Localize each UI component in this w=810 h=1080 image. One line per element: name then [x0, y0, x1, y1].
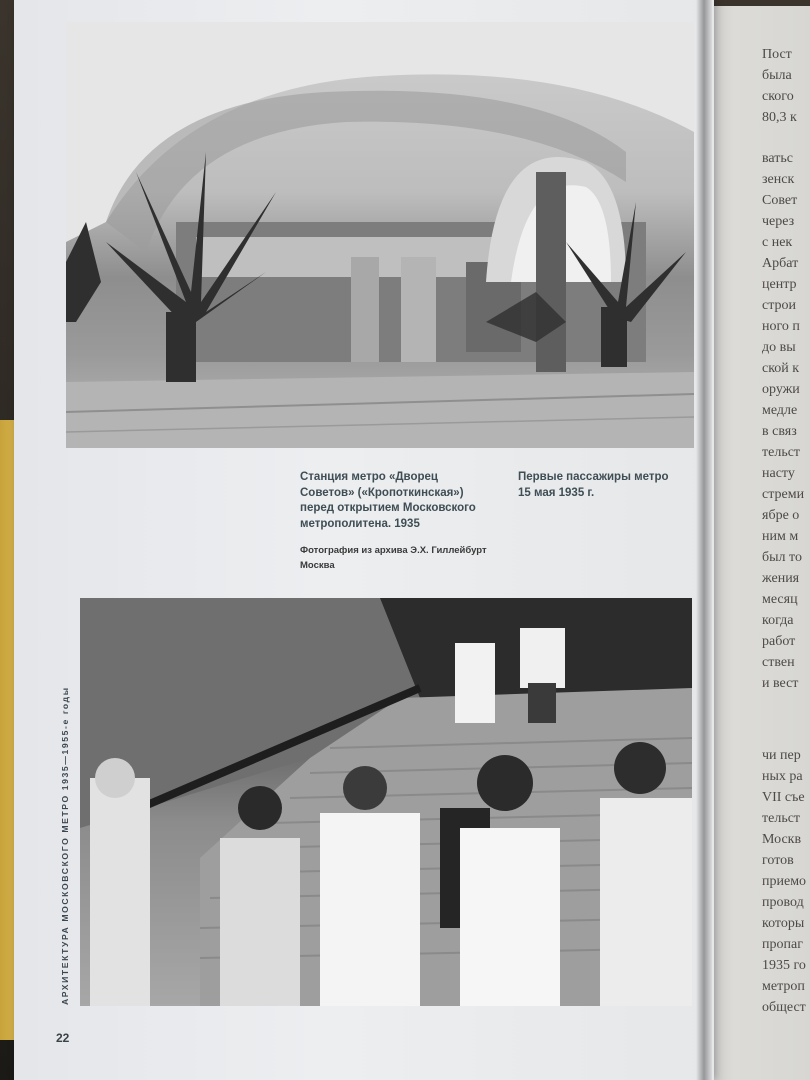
photo-credit: [300, 543, 520, 573]
text-line: пропаг: [762, 937, 803, 952]
text-line: ных ра: [762, 769, 803, 784]
text-line: жения: [762, 571, 800, 586]
text-line: метроп: [762, 979, 805, 994]
text-line: медле: [762, 403, 798, 418]
text-line: через: [762, 214, 795, 229]
caption-line: 15 мая 1935 г.: [518, 486, 595, 499]
text-line: ствен: [762, 655, 795, 670]
text-line: был то: [762, 550, 802, 565]
photo-metro-station-hall: [66, 22, 694, 448]
credit-line: Москва: [300, 560, 335, 571]
right-page-text-middle: [762, 148, 810, 694]
caption-line: Первые пассажиры метро: [518, 471, 669, 483]
page-number: 22: [56, 1031, 70, 1045]
text-line: зенск: [762, 172, 795, 187]
text-line: ватьс: [762, 151, 793, 166]
caption-line: перед открытием Московского: [300, 502, 476, 514]
caption-line: метрополитена. 1935: [300, 517, 420, 530]
text-line: ного п: [762, 319, 800, 334]
right-page-text-bottom: [762, 745, 810, 1018]
text-line: ского: [762, 89, 794, 104]
text-line: центр: [762, 277, 797, 292]
caption-line: Станция метро «Дворец: [300, 471, 438, 483]
text-line: и вест: [762, 676, 799, 691]
credit-line: Фотография из архива Э.Х. Гиллейбурт: [300, 545, 487, 556]
text-line: тельст: [762, 811, 801, 826]
book-gutter: [696, 0, 712, 1080]
text-line: насту: [762, 466, 795, 481]
text-line: приемо: [762, 874, 807, 889]
text-line: VII съе: [762, 790, 805, 805]
text-line: месяц: [762, 592, 798, 607]
text-line: ябре о: [762, 508, 800, 523]
caption-line: Советов» («Кропоткинская»): [300, 486, 464, 499]
text-line: Пост: [762, 47, 792, 62]
text-line: до вы: [762, 340, 796, 355]
text-line: оружи: [762, 382, 800, 397]
text-line: 1935 го: [762, 958, 806, 973]
photo-caption-passengers: [518, 470, 708, 501]
text-line: Арбат: [762, 256, 799, 271]
text-line: работ: [762, 634, 796, 649]
text-line: чи пер: [762, 748, 801, 763]
running-title: АРХИТЕКТУРА МОСКОВСКОГО МЕТРО 1935—1955-е годы: [60, 686, 70, 1005]
text-line: провод: [762, 895, 804, 910]
photo-first-passengers: [80, 598, 692, 1006]
text-line: ской к: [762, 361, 800, 376]
text-line: стреми: [762, 487, 805, 502]
text-line: Совет: [762, 193, 798, 208]
text-line: которы: [762, 916, 805, 931]
text-line: когда: [762, 613, 794, 628]
photo-caption-station: [300, 470, 500, 532]
text-line: готов: [762, 853, 794, 868]
text-line: Москв: [762, 832, 802, 847]
text-line: ним м: [762, 529, 799, 544]
text-line: строи: [762, 298, 796, 313]
text-line: 80,3 к: [762, 110, 797, 125]
text-line: в связ: [762, 424, 797, 439]
text-line: тельст: [762, 445, 801, 460]
text-line: была: [762, 68, 792, 83]
text-line: общест: [762, 1000, 806, 1015]
right-page-text-top: [762, 44, 810, 128]
text-line: с нек: [762, 235, 793, 250]
